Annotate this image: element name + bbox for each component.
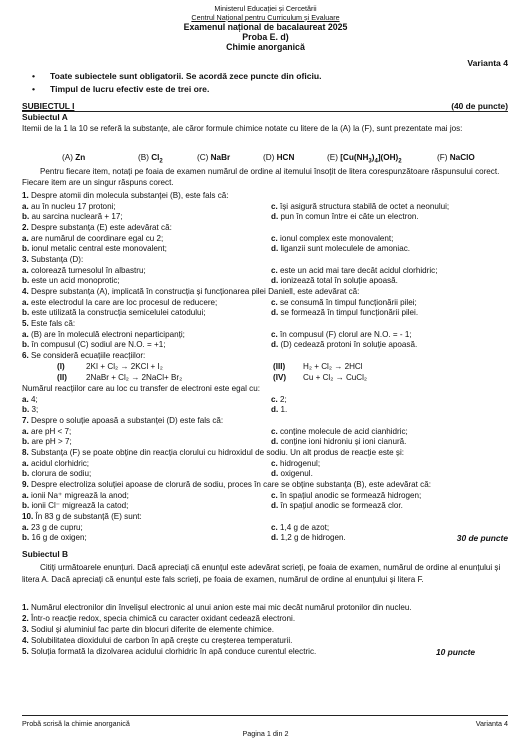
item-7-d: d. conține ioni hidroniu și ioni cianură. <box>271 437 407 446</box>
subject-title: Chimie anorganică <box>226 42 305 52</box>
subA-points: 30 de puncte <box>456 533 508 543</box>
item-9-d: d. în spațiul anodic se formează clor. <box>271 501 403 510</box>
item-6-c: c. 2; <box>271 395 287 404</box>
statement-2: 2. Într-o reacție redox, specia chimică cu caracter oxidant cedează electroni. <box>22 614 296 623</box>
item-3-c: c. este un acid mai tare decât acidul clorhidric; <box>271 266 438 275</box>
item-2-a: a. are numărul de coordinare egal cu 2; <box>22 234 164 243</box>
equation-number: (III) <box>273 362 286 371</box>
item-4-d: d. se formează în timpul funcționării pilei. <box>271 308 419 317</box>
item-8-a: a. acidul clorhidric; <box>22 459 90 468</box>
item-7-b: b. are pH > 7; <box>22 437 72 446</box>
item-1-d: d. pun în comun între ei câte un electron. <box>271 212 419 221</box>
item-7-c: c. conține molecule de acid cianhidric; <box>271 427 408 436</box>
statement-1: 1. Numărul electronilor din învelișul electronic al unui anion este mai mic decât numărul protonilor din nucleu. <box>22 603 412 612</box>
footer-right: Varianta 4 <box>475 719 508 728</box>
equation-4: Cu + Cl₂ → CuCl₂ <box>303 373 368 382</box>
item-6-question: 6. Se consideră ecuațiile reacțiilor: <box>22 351 146 360</box>
substance-A: (A) Zn <box>62 153 86 162</box>
page-number: Pagina 1 din 2 <box>242 729 289 738</box>
equation-number: (IV) <box>273 373 287 382</box>
rule-2: Timpul de lucru efectiv este de trei ore. <box>50 84 210 94</box>
item-1-b: b. au sarcina nucleară + 17; <box>22 212 123 221</box>
item-9-b: b. ionii Cl⁻ migrează la catod; <box>22 501 129 510</box>
footer-left: Probă scrisă la chimie anorganică <box>22 719 130 728</box>
item-6-question-2: Numărul reacțiilor care au loc cu transfer de electroni este egal cu: <box>22 384 260 393</box>
item-1-question: 1. Despre atomii din molecula substanței (B), este fals că: <box>22 191 229 200</box>
item-8-c: c. hidrogenul; <box>271 459 321 468</box>
item-10-d: d. 1,2 g de hidrogen. <box>271 533 346 542</box>
bullet-icon: • <box>32 71 36 81</box>
section-rule <box>22 111 508 112</box>
item-3-a: a. colorează turnesolul în albastru; <box>22 266 146 275</box>
equation-number: (I) <box>57 362 65 371</box>
item-4-a: a. este electrodul la care are loc procesul de reducere; <box>22 298 218 307</box>
ministry-line: Ministerul Educației și Cercetării <box>214 4 317 13</box>
subA-intro: Itemii de la 1 la 10 se referă la substanțe, ale căror formule chimice notate cu litere de la (A) la (F), sunt prezentate mai jos: <box>22 124 463 133</box>
item-5-c: c. în compusul (F) clorul are N.O. = - 1; <box>271 330 412 339</box>
subA-instructions: Pentru fiecare item, notați pe foaia de examen numărul de ordine al itemului însoțit de litera corespunzătoare răspunsului corect. Fiecare item are un singur răspuns corect. <box>22 167 500 187</box>
item-5-b: b. în compusul (C) sodiul are N.O. = +1; <box>22 340 166 349</box>
subB-points: 10 puncte <box>436 647 476 657</box>
item-5-a: a. (B) are în moleculă electroni neparticipanți; <box>22 330 185 339</box>
item-2-b: b. ionul metalic central este monovalent; <box>22 244 167 253</box>
item-9-c: c. în spațiul anodic se formează hidrogen; <box>271 491 422 500</box>
equation-number: (II) <box>57 373 67 382</box>
section-points: (40 de puncte) <box>451 101 508 111</box>
item-4-b: b. este utilizată la construcția semicelulei catodului; <box>22 308 206 317</box>
item-1-a: a. au în nucleu 17 protoni; <box>22 202 116 211</box>
item-10-a: a. 23 g de cupru; <box>22 523 83 532</box>
equation-1: 2KI + Cl₂ → 2KCl + I₂ <box>86 362 163 371</box>
exam-title: Examenul național de bacalaureat 2025 <box>183 22 348 32</box>
statement-3: 3. Sodiul și aluminiul fac parte din blocuri diferite de elemente chimice. <box>22 625 274 634</box>
item-2-c: c. ionul complex este monovalent; <box>271 234 394 243</box>
item-8-question: 8. Substanța (F) se poate obține din reacția clorului cu hidroxidul de sodiu. Un alt produs de reacție este și: <box>22 448 404 457</box>
item-2-question: 2. Despre substanța (E) este adevărat că: <box>22 223 172 232</box>
substance-F: (F) NaClO <box>437 153 475 162</box>
item-6-a: a. 4; <box>22 395 38 404</box>
equation-3: H₂ + Cl₂ → 2HCl <box>303 362 363 371</box>
substance-B: (B) $Cl_2$ <box>138 153 163 165</box>
item-10-c: c. 1,4 g de azot; <box>271 523 330 532</box>
item-5-d: d. (D) cedează protoni în soluție apoasă. <box>271 340 418 349</box>
subB-intro: Citiți următoarele enunțuri. Dacă apreciați că enunțul este adevărat scrieți, pe foaia de examen, numărul de ordine al enunțului și litera A. Dacă apreciați că enunțul este fals scrieți, pe foaia de examen, numărul de ordine al enunțului și litera F. <box>22 563 501 584</box>
footer-rule <box>22 715 508 716</box>
substance-E: (E) $[Cu(NH_3)_4](OH)_2$ <box>327 153 402 165</box>
item-10-question: 10. În 83 g de substanță (E) sunt: <box>22 512 142 521</box>
item-4-question: 4. Despre substanța (A), implicată în construcția și funcționarea pilei Daniell, este adevărat că: <box>22 287 360 296</box>
proba-title: Proba E. d) <box>242 32 289 42</box>
subA-title: Subiectul A <box>22 112 68 122</box>
item-2-d: d. liganzii sunt moleculele de amoniac. <box>271 244 411 253</box>
statement-4: 4. Solubilitatea dioxidului de carbon în apă crește cu creșterea temperaturii. <box>22 636 293 645</box>
item-3-d: d. ionizează total în soluție apoasă. <box>271 276 398 285</box>
item-8-d: d. oxigenul. <box>271 469 313 478</box>
section-title: SUBIECTUL I <box>22 101 75 111</box>
item-4-c: c. se consumă în timpul funcționării pilei; <box>271 298 417 307</box>
item-3-question: 3. Substanța (D): <box>22 255 84 264</box>
center-line: Centrul Național pentru Curriculum și Evaluare <box>191 13 340 22</box>
statement-5: 5. Soluția formată la dizolvarea acidului clorhidric în apă conduce curentul electric. <box>22 647 317 656</box>
item-6-d: d. 1. <box>271 405 288 414</box>
substance-D: (D) HCN <box>263 153 295 162</box>
substance-C: (C) NaBr <box>197 153 231 162</box>
item-10-b: b. 16 g de oxigen; <box>22 533 87 542</box>
item-1-c: c. își asigură structura stabilă de octet a neonului; <box>271 202 450 211</box>
item-8-b: b. clorura de sodiu; <box>22 469 92 478</box>
item-9-a: a. ionii Na⁺ migrează la anod; <box>22 491 129 500</box>
rule-1: Toate subiectele sunt obligatorii. Se acordă zece puncte din oficiu. <box>50 71 322 81</box>
item-7-question: 7. Despre o soluție apoasă a substanței (D) este fals că: <box>22 416 224 425</box>
item-7-a: a. are pH < 7; <box>22 427 72 436</box>
bullet-icon: • <box>32 84 36 94</box>
item-6-b: b. 3; <box>22 405 39 414</box>
equation-2: 2NaBr + Cl₂ → 2NaCl+ Br₂ <box>86 373 183 382</box>
item-5-question: 5. Este fals că: <box>22 319 76 328</box>
subB-title: Subiectul B <box>22 549 69 559</box>
item-3-b: b. este un acid monoprotic; <box>22 276 120 285</box>
item-9-question: 9. Despre electroliza soluției apoase de clorură de sodiu, proces în care se obține substanța (B), este adevărat că: <box>22 480 431 489</box>
variant-label: Varianta 4 <box>467 58 508 68</box>
